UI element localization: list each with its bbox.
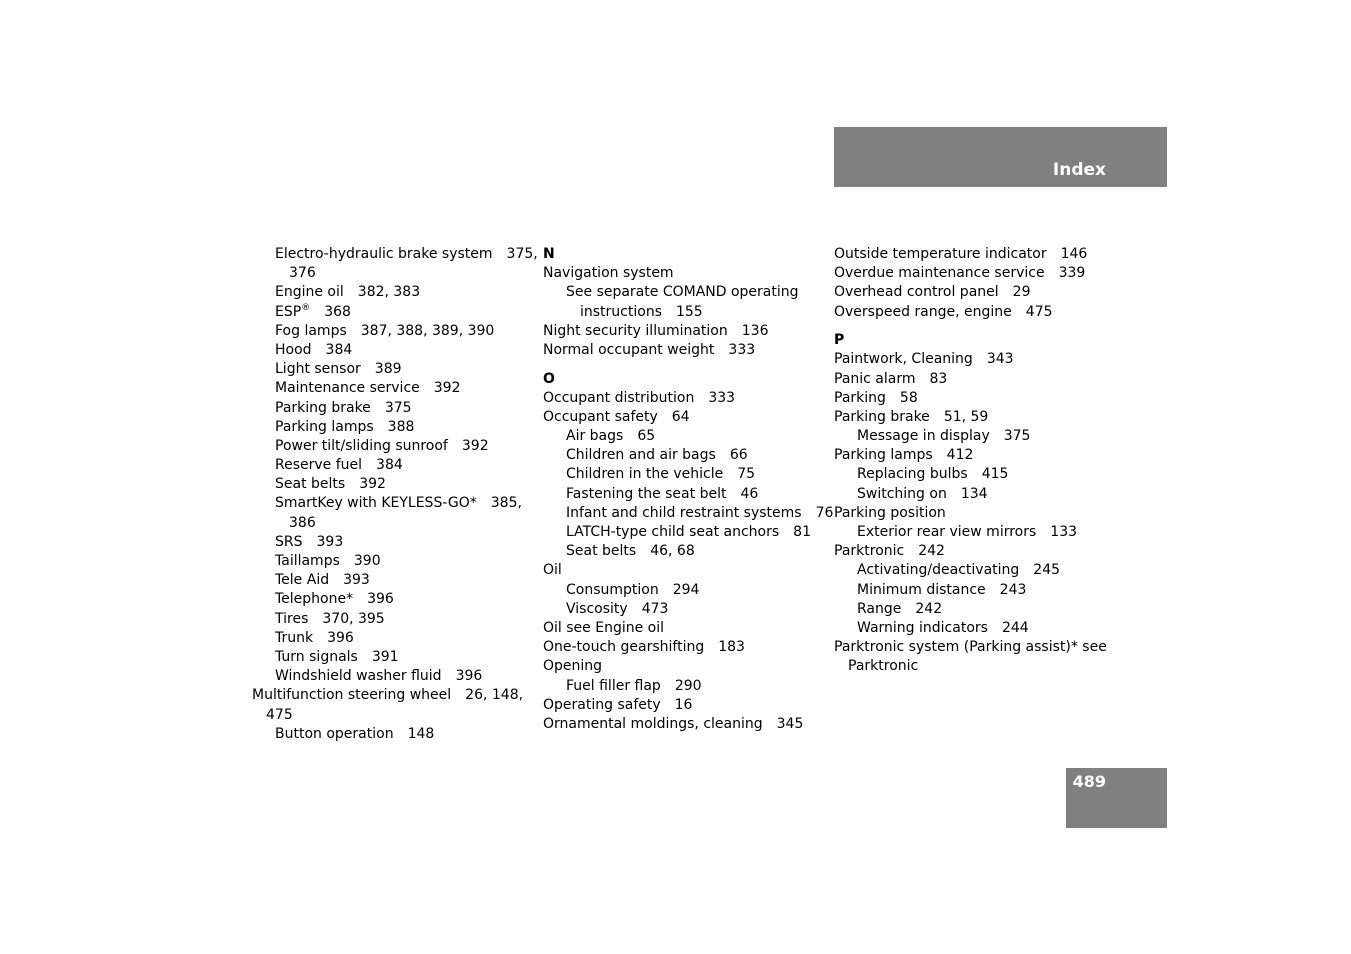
index-entry (834, 408, 1109, 427)
index-entry-pages: 245 (1033, 562, 1061, 579)
index-entry-term: Warning indicators (857, 619, 988, 636)
index-entry (543, 408, 823, 427)
index-entry (834, 264, 1109, 283)
index-entry-pages: 64 (671, 408, 690, 425)
index-entry (252, 264, 527, 283)
index-entry-term: Maintenance service (275, 380, 420, 397)
index-entry-term: instructions (580, 303, 662, 320)
index-entry (834, 303, 1109, 322)
index-entry-term: Engine oil (275, 284, 344, 301)
index-entry-term: Navigation system (543, 265, 674, 282)
index-entry-pages: 58 (899, 389, 918, 406)
index-entry-term: One-touch gearshifting (543, 639, 705, 656)
index-entry (252, 418, 527, 437)
index-entry-term: Parking position (834, 504, 946, 521)
index-entry-pages: 333 (728, 341, 756, 358)
index-entry (543, 638, 823, 657)
index-entry-term: Button operation (275, 725, 394, 742)
index-entry-term: Ornamental moldings, cleaning (543, 715, 763, 732)
index-entry-term: Normal occupant weight (543, 341, 715, 358)
index-entry-pages: 392 (359, 476, 386, 493)
index-entry-pages: 26, 148, (465, 687, 524, 704)
index-entry-term: Parking brake (834, 408, 930, 425)
index-entry-pages: 368 (324, 303, 351, 320)
index-entry (252, 475, 527, 494)
index-entry-term: Multifunction steering wheel (252, 687, 452, 704)
index-entry-pages: 375 (1003, 428, 1031, 445)
index-entry-term: SmartKey with KEYLESS-GO* (275, 495, 477, 512)
index-entry (543, 446, 823, 465)
index-entry-pages: 345 (776, 715, 804, 732)
index-entry (252, 706, 527, 725)
index-entry-term: 475 (266, 706, 293, 723)
index-entry-pages: 76 (815, 504, 834, 521)
index-entry-term: Tele Aid (275, 572, 330, 589)
index-entry-pages: 66 (729, 447, 748, 464)
index-entry (834, 446, 1109, 465)
section-gap (543, 360, 823, 369)
index-entry-term: Parking lamps (275, 418, 374, 435)
index-entry-term: Operating safety (543, 696, 661, 713)
index-entry-pages: 242 (915, 600, 943, 617)
index-entry-pages: 396 (327, 629, 354, 646)
index-entry-term: Night security illumination (543, 322, 728, 339)
index-entry-pages: 242 (918, 543, 945, 560)
index-entry-term: Minimum distance (857, 581, 986, 598)
index-entry-term: Air bags (566, 428, 624, 445)
index-entry-pages: 392 (461, 437, 489, 454)
index-entry (543, 542, 823, 561)
index-entry (252, 667, 527, 686)
index-entry (252, 552, 527, 571)
index-entry-pages: 343 (986, 351, 1014, 368)
index-entry-term: Infant and child restraint systems (566, 504, 802, 521)
index-entry (543, 389, 823, 408)
index-entry-pages: 183 (718, 639, 745, 656)
index-entry-term: Overspeed range, engine (834, 303, 1012, 320)
index-column-1 (252, 245, 538, 744)
index-entry-pages: 385, (490, 495, 522, 512)
index-entry (252, 360, 527, 379)
index-entry-term: Overdue maintenance service (834, 265, 1045, 282)
index-entry-pages: 393 (343, 572, 370, 589)
index-entry-term: Taillamps (275, 553, 340, 569)
index-entry-term: Seat belts (566, 543, 637, 560)
index-entry-pages: 370, 395 (322, 610, 385, 627)
section-title: Index (1052, 160, 1106, 180)
index-entry-term: 376 (289, 265, 316, 282)
index-entry-pages: 29 (1012, 284, 1031, 301)
index-entry-pages: 375, (506, 246, 538, 262)
index-entry-pages: 81 (793, 524, 811, 541)
index-entry (252, 590, 527, 609)
index-entry (252, 283, 527, 302)
index-entry-term: Panic alarm (834, 370, 916, 387)
index-entry-term: Parking lamps (834, 447, 933, 464)
index-entry-term: Activating/deactivating (857, 562, 1020, 579)
index-entry-term: Message in display (857, 428, 990, 445)
index-entry (543, 303, 823, 322)
index-entry-pages: 290 (674, 677, 702, 694)
index-entry-term: Power tilt/sliding sunroof (275, 437, 448, 454)
index-entry-pages: 391 (371, 648, 399, 665)
index-entry (834, 465, 1109, 484)
index-entry-term: Overhead control panel (834, 284, 999, 301)
index-entry-term: Light sensor (275, 361, 361, 378)
index-entry (543, 341, 823, 360)
index-entry-pages: 375 (384, 399, 412, 416)
index-entry (543, 696, 823, 715)
index-entry-pages: 136 (741, 322, 769, 339)
index-entry (543, 485, 823, 504)
index-entry-term: Parking (834, 389, 886, 406)
index-entry-term: Windshield washer fluid (275, 668, 442, 685)
index-entry (252, 629, 527, 648)
index-entry-term: Reserve fuel (275, 457, 363, 474)
index-entry-pages: 146 (1060, 246, 1088, 262)
index-letter-heading: O (543, 370, 555, 387)
section-gap (834, 322, 1109, 331)
index-entry (834, 485, 1109, 504)
index-entry (834, 561, 1109, 580)
index-entry-term: Parktronic (848, 658, 919, 675)
index-entry-term: Electro-hydraulic brake system (275, 246, 493, 262)
index-entry (543, 600, 823, 619)
index-entry-term: Oil see Engine oil (543, 619, 664, 636)
index-entry-term: Exterior rear view mirrors (857, 524, 1037, 541)
index-column-3 (834, 245, 1109, 677)
index-entry-term: Trunk (275, 629, 314, 646)
index-entry-pages: 389 (374, 361, 402, 378)
index-entry (543, 715, 823, 734)
index-entry (834, 581, 1109, 600)
index-entry-pages: 75 (737, 466, 756, 483)
index-entry-pages: 243 (999, 581, 1027, 598)
index-entry (834, 638, 1109, 657)
index-entry (252, 303, 527, 322)
index-entry-pages: 83 (929, 370, 948, 387)
index-entry-term: Occupant distribution (543, 389, 695, 406)
index-entry-pages: 382, 383 (357, 284, 421, 301)
index-entry-pages: 475 (1025, 303, 1053, 320)
index-entry (834, 600, 1109, 619)
index-entry (252, 379, 527, 398)
index-entry-pages: 51, 59 (943, 408, 989, 425)
index-entry (252, 322, 527, 341)
index-entry (252, 341, 527, 360)
index-entry-pages: 412 (946, 447, 974, 464)
header-bar (834, 127, 1167, 187)
index-entry (834, 619, 1109, 638)
index-entry (834, 504, 1109, 523)
index-entry-term: See separate COMAND operating (566, 284, 799, 301)
index-entry-pages: 415 (981, 466, 1009, 483)
index-entry (252, 437, 527, 456)
index-entry (834, 389, 1109, 408)
index-entry (252, 494, 527, 513)
index-entry-pages: 16 (674, 696, 693, 713)
index-entry (543, 322, 823, 341)
index-entry-term: SRS (275, 533, 303, 550)
index-entry-pages: 396 (367, 591, 394, 608)
index-entry-pages: 339 (1058, 265, 1086, 282)
index-entry (543, 465, 823, 484)
index-entry-pages: 148 (407, 725, 435, 742)
index-entry-pages: 333 (708, 389, 736, 406)
index-entry-term: Replacing bulbs (857, 466, 968, 483)
index-entry-pages: 134 (960, 485, 988, 502)
index-letter-heading: N (543, 246, 555, 262)
index-entry-term: Tires (275, 610, 309, 627)
index-entry (834, 427, 1109, 446)
index-entry-term: Telephone* (275, 591, 354, 608)
index-entry-term: Consumption (566, 581, 659, 598)
index-entry-term: Paintwork, Cleaning (834, 351, 973, 368)
index-entry (252, 648, 527, 667)
index-entry-term: ESP (275, 303, 302, 320)
index-entry (543, 561, 823, 580)
index-entry (834, 245, 1109, 264)
index-entry-term: Hood (275, 341, 312, 358)
index-entry (252, 456, 527, 475)
index-entry-pages: 473 (641, 600, 669, 617)
index-entry-pages: 65 (637, 428, 656, 445)
index-entry-term: Opening (543, 658, 603, 675)
index-entry-pages: 155 (675, 303, 703, 320)
index-entry-term: Turn signals (275, 648, 358, 665)
index-entry-term: Fastening the seat belt (566, 485, 727, 502)
index-entry (834, 350, 1109, 369)
index-entry-term: Range (857, 600, 902, 617)
index-entry (834, 523, 1109, 542)
index-entry-term: Parking brake (275, 399, 371, 416)
index-entry-term: Switching on (857, 485, 947, 502)
index-entry-term: Outside temperature indicator (834, 246, 1047, 262)
index-column-2 (543, 245, 834, 734)
index-entry-pages: 390 (353, 553, 381, 569)
index-entry-pages: 46 (740, 485, 759, 502)
index-entry-term: Viscosity (566, 600, 628, 617)
index-letter-heading: P (834, 332, 845, 349)
index-entry-term: Oil (543, 562, 562, 579)
index-entry (252, 725, 527, 744)
index-entry (543, 657, 823, 676)
index-entry-term: Occupant safety (543, 408, 658, 425)
index-entry (543, 619, 823, 638)
index-entry-term: Parktronic system (Parking assist)* see (834, 639, 1107, 656)
index-entry (543, 427, 823, 446)
index-entry (543, 523, 823, 542)
index-entry (252, 399, 527, 418)
index-entry-pages: 393 (316, 533, 344, 550)
index-entry-term: 386 (289, 514, 316, 531)
page-number-box (1066, 768, 1167, 828)
index-entry (543, 581, 823, 600)
index-entry-pages: 396 (455, 668, 483, 685)
index-entry-pages: 384 (325, 341, 353, 358)
index-entry-term: Parktronic (834, 543, 905, 560)
index-entry-term: LATCH-type child seat anchors (566, 524, 780, 541)
index-entry-pages: 133 (1050, 524, 1078, 541)
index-entry-pages: 244 (1001, 619, 1029, 636)
index-entry-term: Fog lamps (275, 322, 347, 339)
index-entry (834, 542, 1109, 561)
index-entry (543, 283, 823, 302)
index-entry-term: Fuel filler flap (566, 677, 661, 694)
index-entry (252, 533, 527, 552)
index-entry-term: Seat belts (275, 476, 346, 493)
index-entry (252, 245, 538, 264)
index-entry (252, 514, 527, 533)
index-entry (252, 571, 527, 590)
index-entry (834, 370, 1109, 389)
registered-mark: ® (301, 302, 311, 313)
index-entry (543, 504, 834, 523)
index-entry-pages: 388 (387, 418, 415, 435)
page-number: 489 (1072, 772, 1106, 791)
index-entry (834, 657, 1109, 676)
index-entry (834, 283, 1109, 302)
index-entry-term: Children in the vehicle (566, 466, 724, 483)
index-entry (252, 610, 527, 629)
index-entry-pages: 294 (672, 581, 700, 598)
index-entry-pages: 46, 68 (650, 543, 695, 560)
index-entry-term: Children and air bags (566, 447, 716, 464)
index-entry (252, 686, 527, 705)
index-entry-pages: 387, 388, 389, 390 (360, 322, 495, 339)
index-entry (543, 677, 823, 696)
index-entry (543, 264, 823, 283)
index-entry-pages: 384 (376, 457, 403, 474)
index-entry-pages: 392 (433, 380, 461, 397)
